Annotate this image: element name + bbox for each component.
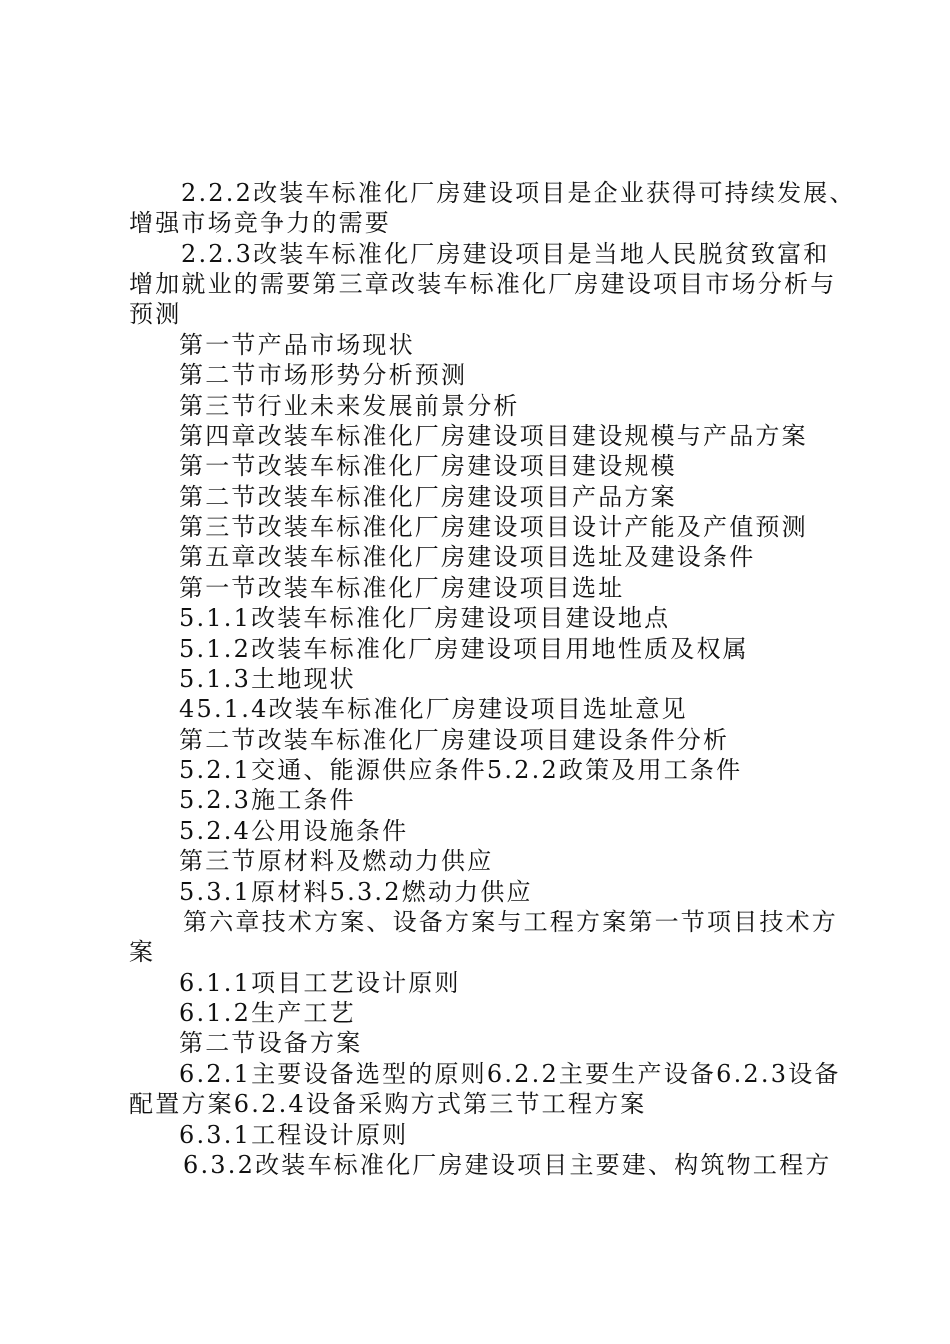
text-line: 5.2.4公用设施条件 [179,817,409,845]
text-line: 第二节设备方案 [179,1029,363,1057]
text-line: 第二节改装车标准化厂房建设项目建设条件分析 [179,726,730,754]
text-line: 第五章改装车标准化厂房建设项目选址及建设条件 [179,543,756,571]
text-line: 配置方案6.2.4设备采购方式第三节工程方案 [129,1090,647,1118]
text-line: 第三节行业未来发展前景分析 [179,392,520,420]
text-line: 5.3.1原材料5.3.2燃动力供应 [179,878,533,906]
text-line: 6.3.2改装车标准化厂房建设项目主要建、构筑物工程方 [183,1151,832,1179]
text-line: 第一节产品市场现状 [179,331,415,359]
text-line: 5.1.1改装车标准化厂房建设项目建设地点 [179,604,671,632]
text-line: 第四章改装车标准化厂房建设项目建设规模与产品方案 [179,422,808,450]
text-line: 6.1.1项目工艺设计原则 [179,969,461,997]
text-line: 第三节原材料及燃动力供应 [179,847,494,875]
text-line: 预测 [129,300,182,328]
text-line: 6.3.1工程设计原则 [179,1121,409,1149]
text-line: 6.1.2生产工艺 [179,999,356,1027]
text-line: 2.2.2改装车标准化厂房建设项目是企业获得可持续发展、 [181,179,856,207]
text-line: 第二节改装车标准化厂房建设项目产品方案 [179,483,677,511]
text-line: 5.2.1交通、能源供应条件5.2.2政策及用工条件 [179,756,743,784]
text-line: 第六章技术方案、设备方案与工程方案第一节项目技术方 [183,908,838,936]
text-line: 6.2.1主要设备选型的原则6.2.2主要生产设备6.2.3设备 [179,1060,841,1088]
text-line: 45.1.4改装车标准化厂房建设项目选址意见 [179,695,688,723]
text-line: 5.1.2改装车标准化厂房建设项目用地性质及权属 [179,635,749,663]
text-line: 第二节市场形势分析预测 [179,361,468,389]
text-line: 第一节改装车标准化厂房建设项目选址 [179,574,625,602]
text-line: 增强市场竞争力的需要 [129,209,391,237]
text-line: 5.2.3施工条件 [179,786,356,814]
text-line: 增加就业的需要第三章改装车标准化厂房建设项目市场分析与 [129,270,837,298]
text-line: 2.2.3改装车标准化厂房建设项目是当地人民脱贫致富和 [181,240,830,268]
text-line: 第三节改装车标准化厂房建设项目设计产能及产值预测 [179,513,808,541]
text-line: 案 [129,938,156,966]
text-line: 5.1.3土地现状 [179,665,356,693]
text-line: 第一节改装车标准化厂房建设项目建设规模 [179,452,677,480]
